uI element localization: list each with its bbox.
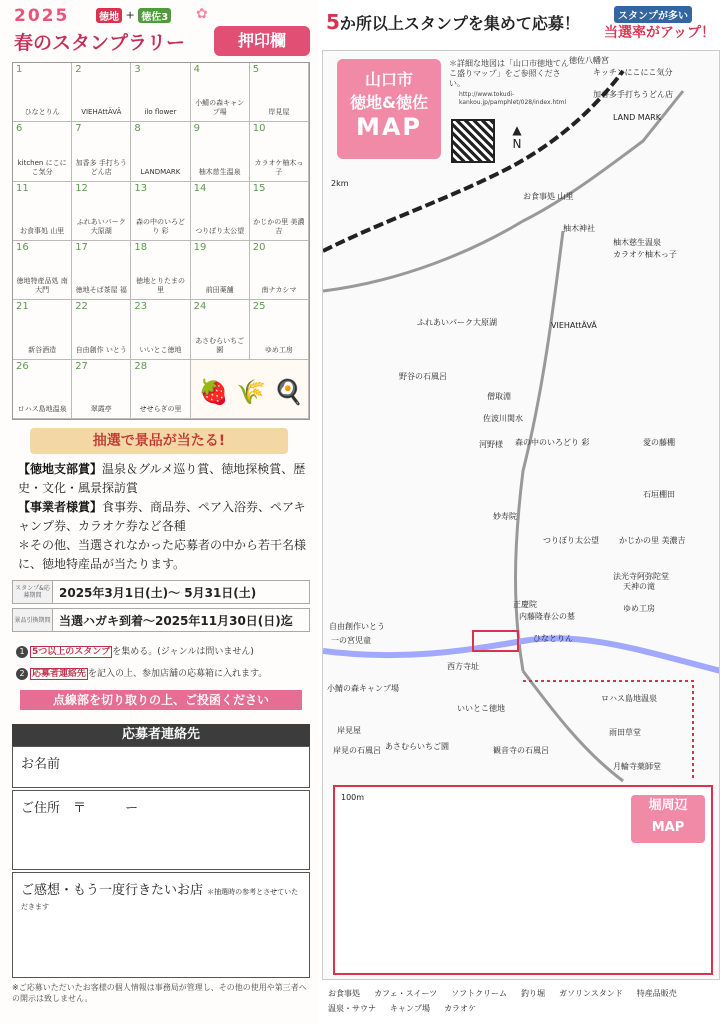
strawberry-egg-icon: 🍓 🌾 🍳 bbox=[198, 377, 304, 406]
stamp-number: 1 bbox=[16, 64, 23, 75]
stamp-number: 7 bbox=[75, 123, 82, 135]
map-place-label: LAND MARK bbox=[613, 113, 661, 122]
stamp-cell[interactable] bbox=[191, 122, 250, 181]
inset-logo-a: 堀周辺 bbox=[648, 798, 688, 813]
legend-item: キャンプ場 bbox=[390, 1004, 430, 1013]
compass-icon: ▲ N bbox=[507, 123, 527, 153]
stamp-cell[interactable] bbox=[13, 300, 72, 359]
stamp-shop-name: 南ナカシマ bbox=[261, 286, 297, 295]
step-2-highlight: 応募者連絡先 bbox=[32, 669, 87, 679]
map-place-label: 一の宮児童 bbox=[331, 636, 371, 645]
inset-scale: 100m bbox=[341, 793, 365, 802]
inset-logo bbox=[631, 795, 705, 843]
map-place-label: 内藤隆春公の墓 bbox=[519, 612, 575, 621]
stamp-number: 22 bbox=[75, 301, 88, 313]
legend-item: カフェ・スイーツ bbox=[374, 989, 438, 998]
stamp-number: 17 bbox=[75, 241, 88, 253]
stamp-number: 6 bbox=[16, 123, 23, 135]
legend-item: 釣り堀 bbox=[520, 989, 545, 998]
map-place-label: ゆめ工房 bbox=[623, 604, 655, 613]
stamp-shop-name: せせらぎの里 bbox=[139, 404, 182, 413]
headline-number: 5 bbox=[326, 10, 340, 34]
map-place-label: かじかの里 美濃吉 bbox=[619, 536, 686, 545]
stamp-shop-name: カラオケ柚木っ子 bbox=[254, 158, 304, 176]
period-value: 2025年3月1日(土)～ 5月31日(土) bbox=[59, 585, 257, 600]
map-place-label: いいとこ徳地 bbox=[457, 704, 505, 713]
stamp-number: 8 bbox=[134, 123, 141, 135]
compass-north: N bbox=[512, 137, 522, 151]
sub-text-rest: がアップ！ bbox=[646, 25, 716, 41]
map-logo-map: MAP bbox=[355, 113, 423, 141]
page-title: 春のスタンプラリー bbox=[14, 32, 186, 54]
map-place-label: ふれあいパーク大原湖 bbox=[417, 318, 497, 327]
legend-item: お食事処 bbox=[328, 989, 360, 998]
stamp-shop-name: 自由創作 いとう bbox=[75, 345, 127, 354]
sub-text-strong: 当選率 bbox=[604, 25, 646, 41]
postal-dash: ー bbox=[125, 801, 139, 816]
header-tags bbox=[96, 8, 171, 23]
map-place-label: 岸見屋 bbox=[337, 726, 361, 735]
stamp-shop-name: かじかの里 美濃吉 bbox=[253, 217, 305, 235]
decoration-cell bbox=[191, 360, 309, 419]
stamp-shop-name: 翠霞亭 bbox=[90, 404, 112, 413]
stamp-shop-name: 小鯖の森キャンプ場 bbox=[195, 99, 245, 117]
stamp-cell[interactable] bbox=[13, 241, 72, 300]
step-1 bbox=[16, 644, 314, 658]
stamp-cell[interactable] bbox=[13, 122, 72, 181]
stamp-number: 10 bbox=[252, 123, 266, 135]
period-row bbox=[12, 580, 310, 604]
stamp-cell[interactable] bbox=[191, 182, 250, 241]
map-logo-city: 山口市 bbox=[364, 70, 413, 89]
stamp-number: 3 bbox=[134, 64, 141, 75]
stamp-number: 13 bbox=[134, 182, 148, 194]
left-panel bbox=[0, 0, 318, 1024]
stamp-shop-name: 柚木慈生温泉 bbox=[198, 167, 241, 176]
stamp-number: 5 bbox=[252, 64, 260, 75]
stamp-cell[interactable] bbox=[191, 300, 250, 359]
map-place-label: ロハス島地温泉 bbox=[601, 694, 657, 703]
stamp-number: 21 bbox=[16, 301, 29, 313]
sub-badge: スタンプが多い bbox=[614, 6, 692, 23]
stamp-cell[interactable] bbox=[72, 182, 131, 241]
stamp-badge: 押印欄 bbox=[214, 26, 310, 56]
stamp-number: 2 bbox=[75, 64, 82, 75]
stamp-cell[interactable] bbox=[72, 360, 131, 419]
map[interactable] bbox=[322, 50, 720, 980]
map-place-label: 野谷の石風呂 bbox=[399, 372, 447, 381]
stamp-cell[interactable] bbox=[250, 182, 309, 241]
map-note: ＊詳細な地図は「山口市徳地てんこ盛りマップ」をご参照ください。 bbox=[449, 59, 569, 88]
map-place-label: 河野様 bbox=[479, 440, 503, 449]
stamp-cell[interactable] bbox=[250, 241, 309, 300]
map-place-label: 妙寿院 bbox=[493, 512, 517, 521]
map-place-label: 雨田草堂 bbox=[609, 728, 641, 737]
map-place-label: 自由創作いとう bbox=[329, 622, 385, 631]
step-1-number: 1 bbox=[16, 646, 28, 658]
comment-label-text: ご感想・もう一度行きたいお店 bbox=[21, 883, 204, 898]
stamp-shop-name: ひなとりん bbox=[24, 108, 60, 117]
map-place-label: 加香多手打ちうどん店 bbox=[593, 90, 673, 99]
inset-logo-b: MAP bbox=[651, 820, 685, 835]
stamp-cell[interactable] bbox=[72, 300, 131, 359]
step-1-text: を集める。(ジャンルは問いません) bbox=[112, 647, 254, 657]
stamp-number: 11 bbox=[16, 182, 29, 194]
stamp-cell[interactable] bbox=[250, 63, 309, 122]
map-place-label: ひなとりん bbox=[533, 634, 573, 643]
stamp-cell[interactable] bbox=[250, 300, 309, 359]
stamp-number: 12 bbox=[75, 182, 88, 194]
stamp-grid bbox=[12, 62, 310, 420]
exchange-label: 景品引換期間 bbox=[13, 609, 53, 631]
inset-map[interactable] bbox=[333, 785, 713, 975]
privacy-note: ※ご応募いただいたお客様の個人情報は事務局が管理し、その他の使用や第三者への開示は致しません。 bbox=[12, 983, 307, 1003]
stamp-cell[interactable] bbox=[131, 241, 190, 300]
stamp-number: 19 bbox=[193, 241, 207, 253]
map-place-label: 柚木神社 bbox=[563, 224, 595, 233]
map-place-label: 小鯖の森キャンプ場 bbox=[327, 684, 399, 693]
stamp-number: 14 bbox=[193, 182, 207, 194]
stamp-shop-name: kitchen にこにこ気分 bbox=[17, 158, 67, 176]
map-place-label: あさむらいちご園 bbox=[385, 742, 449, 751]
stamp-shop-name: 徳地特産品処 南大門 bbox=[16, 277, 68, 295]
stamp-cell[interactable] bbox=[250, 122, 309, 181]
stamp-shop-name: ふれあいパーク大原湖 bbox=[76, 217, 126, 235]
exchange-row bbox=[12, 608, 310, 632]
address-label-text: ご住所 bbox=[21, 801, 61, 816]
tag-tokuji: 徳地 bbox=[96, 8, 122, 23]
legend-item: 特産品販売 bbox=[636, 989, 677, 998]
stamp-number: 23 bbox=[134, 301, 148, 313]
qr-code-icon[interactable] bbox=[451, 119, 495, 163]
blossom-icon: ✿ bbox=[196, 6, 208, 22]
map-place-label: お食事処 山里 bbox=[523, 192, 574, 201]
step-2 bbox=[16, 666, 314, 680]
map-place-label: 愛の藤棚 bbox=[643, 438, 675, 447]
stamp-cell[interactable] bbox=[72, 241, 131, 300]
stamp-number: 20 bbox=[252, 241, 266, 253]
map-place-label: 佐波川関水 bbox=[483, 414, 523, 423]
lottery-title: 抽選で景品が当たる! bbox=[30, 428, 288, 454]
stamp-shop-name: 前田薬舗 bbox=[205, 286, 234, 295]
tag-plus: + bbox=[125, 8, 135, 22]
stamp-number: 4 bbox=[193, 64, 200, 75]
stamp-shop-name: 徳地とりたまの里 bbox=[135, 277, 185, 295]
name-field[interactable] bbox=[12, 746, 310, 788]
map-place-label: 岸見の石風呂 bbox=[333, 746, 381, 755]
stamp-number: 25 bbox=[252, 301, 266, 313]
legend-item: ガソリンスタンド bbox=[558, 989, 623, 998]
map-place-label: 観音寺の石風呂 bbox=[493, 746, 549, 755]
map-url[interactable]: http://www.tokudi-kankou.jp/pamphlet/028/index.html bbox=[459, 91, 567, 106]
prize1-body: 温泉＆グルメ巡り賞、徳地探検賞、歴史・文化・風景探訪賞 bbox=[18, 462, 306, 495]
map-place-label: 月輪寺薬師堂 bbox=[613, 762, 661, 771]
stamp-number: 9 bbox=[193, 123, 200, 135]
stamp-number: 15 bbox=[252, 182, 266, 194]
map-place-label: カラオケ柚木っ子 bbox=[613, 250, 677, 259]
stamp-shop-name: VIEHAttÄVÄ bbox=[81, 108, 122, 117]
stamp-shop-name: ilo flower bbox=[144, 108, 177, 117]
map-place-label: VIEHAttÄVÄ bbox=[551, 321, 597, 330]
prize2-body: 食事券、商品券、ペア入浴券、ペアキャンプ券、カラオケ券など各種 bbox=[18, 500, 306, 533]
stamp-number: 18 bbox=[134, 241, 148, 253]
step-1-highlight: 5つ以上のスタンプ bbox=[32, 647, 111, 657]
stamp-number: 28 bbox=[134, 360, 148, 372]
map-place-label: 正慶院 bbox=[513, 600, 537, 609]
period-label: スタンプ&応募期間 bbox=[13, 581, 53, 603]
stamp-shop-name: 岸見屋 bbox=[268, 108, 290, 117]
step-2-text: を記入の上、参加店舗の応募箱に入れます。 bbox=[88, 669, 268, 679]
stamp-cell[interactable] bbox=[13, 63, 72, 122]
stamp-number: 27 bbox=[75, 360, 88, 372]
stamp-shop-name: ゆめ工房 bbox=[264, 345, 293, 354]
name-label: お名前 bbox=[21, 757, 61, 772]
stamp-shop-name: LANDMARK bbox=[140, 167, 181, 176]
stamp-shop-name: 加香多 手打ちうどん店 bbox=[75, 158, 127, 176]
map-logo-area: 徳地&徳佐 bbox=[350, 93, 428, 112]
stamp-cell[interactable] bbox=[72, 63, 131, 122]
stamp-number: 16 bbox=[16, 241, 29, 253]
headline bbox=[326, 10, 580, 34]
stamp-shop-name: ロハス島地温泉 bbox=[17, 404, 67, 413]
map-place-label: 徳佐八幡宮 bbox=[569, 56, 609, 65]
legend-item: 温泉・サウナ bbox=[328, 1004, 376, 1013]
map-place-label: 西方寺址 bbox=[447, 662, 479, 671]
map-place-label: 森の中のいろどり 彩 bbox=[515, 438, 590, 447]
map-place-label: 僧取淵 bbox=[487, 392, 511, 401]
sub-text bbox=[604, 22, 715, 42]
stamp-cell[interactable] bbox=[131, 63, 190, 122]
stamp-cell[interactable] bbox=[131, 300, 190, 359]
header-year: 2025 bbox=[14, 6, 70, 26]
stamp-shop-name: つりぼり太公望 bbox=[195, 226, 245, 235]
comment-field[interactable] bbox=[12, 872, 310, 978]
stamp-shop-name: 新谷酒造 bbox=[28, 345, 57, 354]
prize1-head: 【徳地支部賞】 bbox=[18, 462, 103, 476]
legend-item: ソフトクリーム bbox=[451, 989, 507, 998]
map-scale: 2km bbox=[331, 179, 349, 188]
map-place-label: 天神の滝 bbox=[623, 582, 655, 591]
stamp-number: 26 bbox=[16, 360, 29, 372]
lottery-text bbox=[18, 460, 308, 574]
right-panel bbox=[318, 0, 724, 1024]
stamp-shop-name: いいとこ徳地 bbox=[139, 345, 182, 354]
map-place-label: つりぼり太公望 bbox=[543, 536, 599, 545]
legend-item: カラオケ bbox=[444, 1004, 476, 1013]
headline-text: か所以上スタンプを集めて応募！ bbox=[339, 14, 580, 33]
stamp-cell[interactable] bbox=[191, 241, 250, 300]
map-place-label: キッチンにこにこ気分 bbox=[593, 68, 673, 77]
stamp-cell[interactable] bbox=[13, 182, 72, 241]
stamp-shop-name: お食事処 山里 bbox=[19, 226, 65, 235]
tag-tokusa: 徳佐3 bbox=[138, 8, 171, 23]
stamp-shop-name: 森の中のいろどり 彩 bbox=[135, 217, 185, 235]
address-field[interactable] bbox=[12, 790, 310, 870]
prize2-head: 【事業者様賞】 bbox=[18, 500, 103, 514]
stamp-shop-name: あさむらいちご園 bbox=[195, 336, 245, 354]
stamp-cell[interactable] bbox=[72, 122, 131, 181]
stamp-cell[interactable] bbox=[131, 182, 190, 241]
comment-note: ＊抽選時の参考とさせていただきます bbox=[21, 888, 299, 911]
stamp-cell[interactable] bbox=[131, 122, 190, 181]
map-place-label: 柚木慈生温泉 bbox=[613, 238, 661, 247]
step-2-number: 2 bbox=[16, 668, 28, 680]
right-header bbox=[318, 0, 724, 46]
stamp-cell[interactable] bbox=[131, 360, 190, 419]
map-place-label: 法光寺阿弥陀堂 bbox=[613, 572, 669, 581]
cut-instruction: 点線部を切り取りの上、ご投函ください bbox=[20, 690, 302, 710]
stamp-cell[interactable] bbox=[191, 63, 250, 122]
address-label bbox=[13, 791, 309, 822]
exchange-value: 当選ハガキ到着～2025年11月30日(日)迄 bbox=[59, 613, 293, 628]
map-logo bbox=[337, 59, 441, 159]
comment-label bbox=[13, 873, 309, 919]
stamp-shop-name: 徳地そば茶屋 福 bbox=[75, 286, 127, 295]
form-header: 応募者連絡先 bbox=[12, 724, 310, 746]
legend-items bbox=[328, 988, 718, 1014]
stamp-cell[interactable] bbox=[13, 360, 72, 419]
postal-mark: 〒 bbox=[73, 801, 87, 816]
lottery-extra: ＊その他、当選されなかった応募者の中から若干名様に、徳地特産品が当たります。 bbox=[18, 538, 307, 571]
stamp-number: 24 bbox=[193, 301, 207, 313]
map-place-label: 石垣棚田 bbox=[643, 490, 675, 499]
map-legend bbox=[328, 988, 718, 1014]
